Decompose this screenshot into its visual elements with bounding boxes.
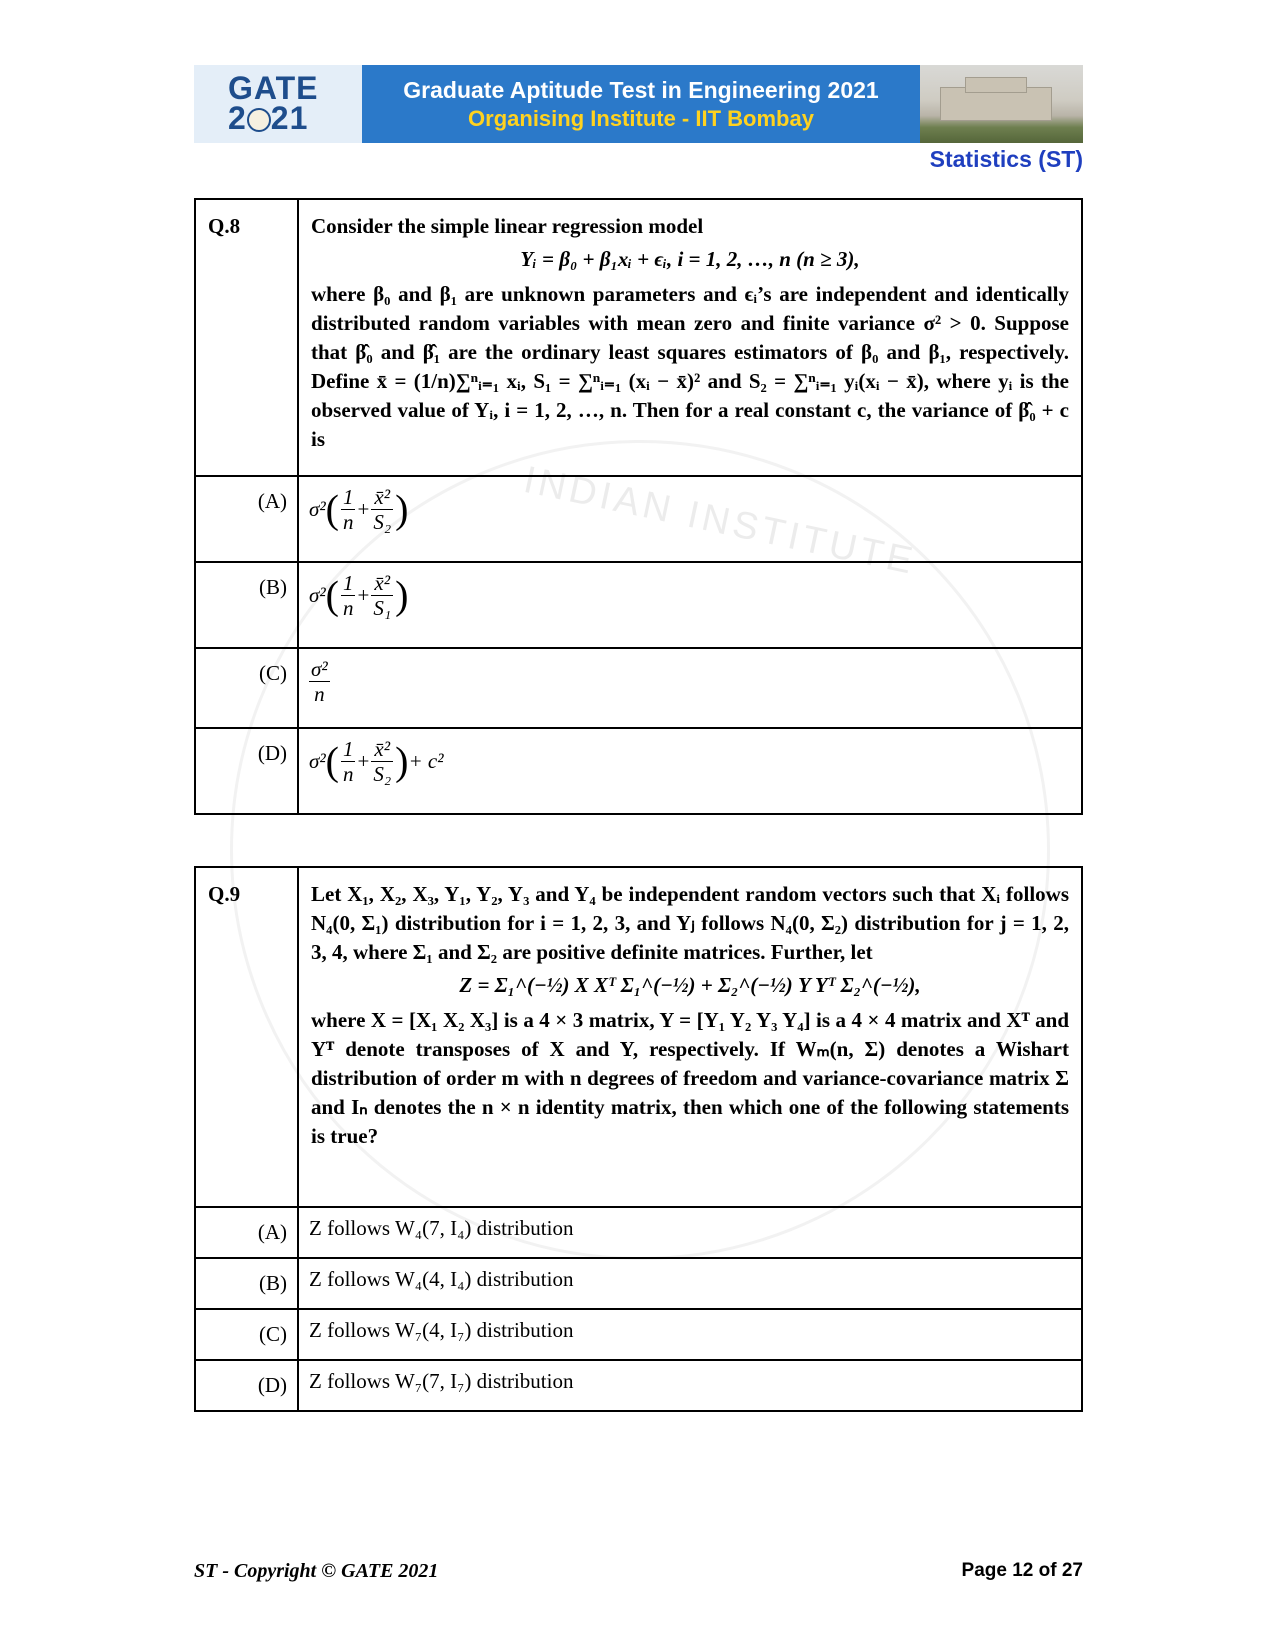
logo-year-right: 21	[270, 100, 309, 136]
page-number: Page 12 of 27	[961, 1560, 1083, 1581]
option-label: (C)	[195, 1309, 298, 1360]
option-row[interactable]	[195, 1309, 1082, 1360]
copyright-footer: ST - Copyright © GATE 2021	[194, 1560, 439, 1582]
logo-gate-text: GATE	[228, 70, 319, 106]
watermark-text: INDIAN INSTITUTE	[520, 458, 920, 584]
option-formula: σ²( $\frac{1}{n}$ + $\frac{\text{x̄²}}{\text{S₂}}$ )+ c²	[298, 728, 1082, 814]
question-9-table	[194, 866, 1083, 1412]
option-text: Z follows W₄(4, I₄) distribution	[298, 1258, 1082, 1309]
exam-title: Graduate Aptitude Test in Engineering 2021	[403, 77, 879, 103]
seal-icon	[247, 108, 271, 132]
option-label: (D)	[195, 1360, 298, 1411]
question-8-table	[194, 198, 1083, 815]
question-number: Q.8	[195, 199, 298, 476]
gate-logo	[194, 65, 362, 143]
subject-label: Statistics (ST)	[929, 146, 1083, 172]
option-label: (C)	[195, 648, 298, 728]
question-number: Q.9	[195, 867, 298, 1207]
question-body: where β₀ and β₁ are unknown parameters and ϵᵢ’s are independent and identically distributed random variables with mean zero and finite variance σ² > 0. Suppose that β̂₀ and β̂₁ are the ordinary least squares estimators of β₀ and β₁, respectively. Define x̄ = (1/n)∑ⁿᵢ₌₁ xᵢ, S₁ = ∑ⁿᵢ₌₁ (xᵢ − x̄)² and S₂ = ∑ⁿᵢ₌₁ yᵢ(xᵢ − x̄), where yᵢ is the observed value of Yᵢ, i = 1, 2, …, n. Then for a real constant c, the variance of β̂₀ + c is	[311, 282, 1069, 451]
header-banner	[194, 65, 1083, 143]
option-row[interactable]	[195, 648, 1082, 728]
z-equation: Z = Σ₁^(−½) X Xᵀ Σ₁^(−½) + Σ₂^(−½) Y Yᵀ Σ₂^(−½),	[459, 973, 921, 997]
option-label: (A)	[195, 476, 298, 562]
logo-year-left: 2	[228, 100, 247, 136]
option-row[interactable]	[195, 1360, 1082, 1411]
option-label: (B)	[195, 1258, 298, 1309]
option-label: (D)	[195, 728, 298, 814]
option-row[interactable]	[195, 476, 1082, 562]
option-row[interactable]	[195, 562, 1082, 648]
question-body-continued: where X = [X₁ X₂ X₃] is a 4 × 3 matrix, Y = [Y₁ Y₂ Y₃ Y₄] is a 4 × 4 matrix and Xᵀ and Yᵀ denote transposes of X and Y, respectively. If Wₘ(n, Σ) denotes a Wishart distribution of order m with n degrees of freedom and variance-covariance matrix Σ and Iₙ denotes the n × n identity matrix, then which one of the following statements is true?	[311, 1008, 1069, 1148]
logo-year-text	[228, 100, 309, 136]
option-row[interactable]	[195, 1207, 1082, 1258]
option-label: (A)	[195, 1207, 298, 1258]
campus-photo	[920, 65, 1083, 143]
question-text	[298, 199, 1082, 476]
option-formula: σ²( $\frac{1}{n}$ + $\frac{\text{x̄²}}{\text{S₂}}$ )	[298, 476, 1082, 562]
organising-institute: Organising Institute - IIT Bombay	[468, 106, 814, 131]
option-row[interactable]	[195, 728, 1082, 814]
exam-title-box	[362, 65, 920, 143]
option-text: Z follows W₇(4, I₇) distribution	[298, 1309, 1082, 1360]
question-text	[298, 867, 1082, 1207]
option-formula: $\frac{\text{σ²}}{n}$	[298, 648, 1082, 728]
option-formula: σ²( $\frac{1}{n}$ + $\frac{\text{x̄²}}{\text{S₁}}$ )	[298, 562, 1082, 648]
question-intro: Consider the simple linear regression model	[311, 214, 704, 238]
option-text: Z follows W₇(7, I₇) distribution	[298, 1360, 1082, 1411]
option-row[interactable]	[195, 1258, 1082, 1309]
option-text: Z follows W₄(7, I₄) distribution	[298, 1207, 1082, 1258]
option-label: (B)	[195, 562, 298, 648]
regression-equation: Yᵢ = β₀ + β₁xᵢ + ϵᵢ, i = 1, 2, …, n (n ≥ 3),	[520, 247, 860, 271]
question-body: Let X₁, X₂, X₃, Y₁, Y₂, Y₃ and Y₄ be independent random vectors such that Xᵢ follows N₄(0, Σ₁) distribution for i = 1, 2, 3, and Yⱼ follows N₄(0, Σ₂) distribution for j = 1, 2, 3, 4, where Σ₁ and Σ₂ are positive definite matrices. Further, let	[311, 882, 1069, 964]
